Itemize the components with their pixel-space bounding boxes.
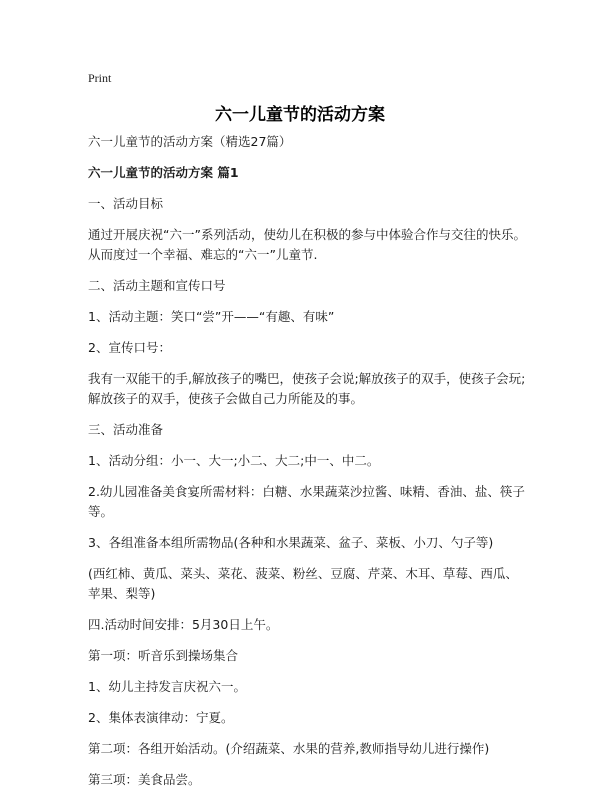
paragraph: 一、活动目标 xyxy=(88,196,164,211)
paragraph: 2、宣传口号： xyxy=(88,340,171,355)
paragraph: (西红柿、黄瓜、菜头、菜花、菠菜、粉丝、豆腐、芹菜、木耳、草莓、西瓜、苹果、梨等) xyxy=(88,566,518,601)
paragraph: 3、各组准备本组所需物品(各种和水果蔬菜、盆子、菜板、小刀、勺子等) xyxy=(88,535,494,550)
paragraph: 1、活动分组：小一、大一;小二、大二;中一、中二。 xyxy=(88,453,380,468)
paragraph: 第三项：美食品尝。 xyxy=(88,772,201,787)
paragraph: 二、活动主题和宣传口号 xyxy=(88,278,226,293)
paragraph: 我有一双能干的手,解放孩子的嘴巴，使孩子会说;解放孩子的双手，使孩子会玩;解放孩子的双手，使孩子会做自己力所能及的事。 xyxy=(88,371,526,406)
page-title: 六一儿童节的活动方案 xyxy=(215,105,385,125)
paragraph: 六一儿童节的活动方案（精选27篇） xyxy=(88,134,292,149)
paragraph: 三、活动准备 xyxy=(88,422,164,437)
paragraph: 1、幼儿主持发言庆祝六一。 xyxy=(88,679,246,694)
paragraph: 通过开展庆祝“六一”系列活动，使幼儿在积极的参与中体验合作与交往的快乐。从而度过一个幸福、难忘的“六一”儿童节. xyxy=(88,227,526,262)
document-body xyxy=(88,132,528,801)
paragraph: 第二项：各组开始活动。(介绍蔬菜、水果的营养,教师指导幼儿进行操作) xyxy=(88,741,490,756)
section-heading: 六一儿童节的活动方案 篇1 xyxy=(88,165,239,180)
paragraph: 第一项：听音乐到操场集合 xyxy=(88,648,239,663)
paragraph: 2.幼儿园准备美食宴所需材料：白糖、水果蔬菜沙拉酱、味精、香油、盐、筷子等。 xyxy=(88,484,525,519)
paragraph: 1、活动主题：笑口“尝”开——“有趣、有味” xyxy=(88,309,335,324)
paragraph: 四.活动时间安排：5月30日上午。 xyxy=(88,617,279,632)
print-label: Print xyxy=(88,71,112,85)
paragraph: 2、集体表演律动：宁夏。 xyxy=(88,710,234,725)
